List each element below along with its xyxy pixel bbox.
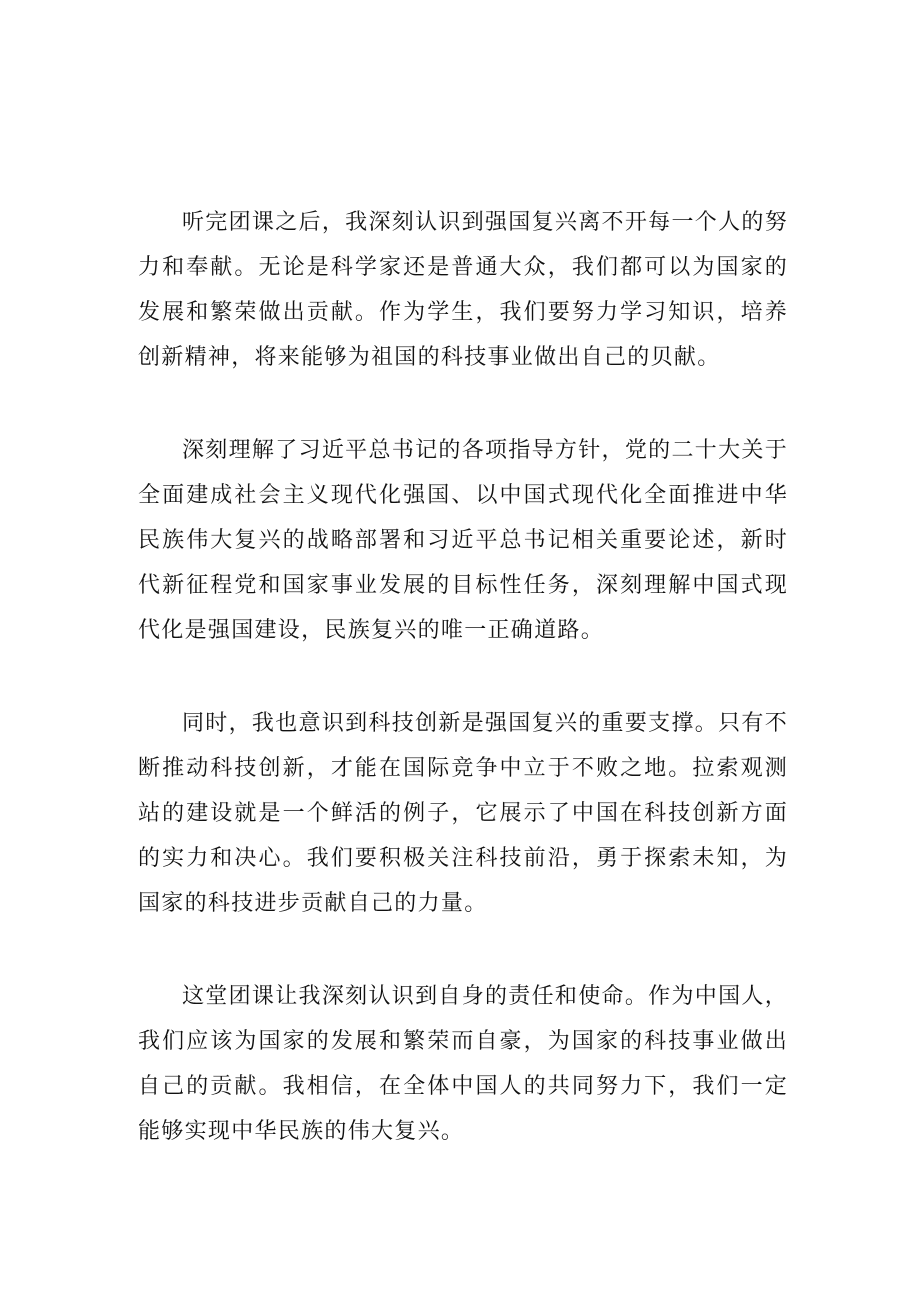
paragraph-4: 这堂团课让我深刻认识到自身的责任和使命。作为中国人，我们应该为国家的发展和繁荣而自豪，为国家的科技事业做出自己的贡献。我相信，在全体中国人的共同努力下，我们一定能够实现中华民族的伟大复兴。 xyxy=(138,984,788,1144)
paragraph-3: 同时，我也意识到科技创新是强国复兴的重要支撑。只有不断推动科技创新，才能在国际竞争中立于不败之地。拉索观测站的建设就是一个鲜活的例子，它展示了中国在科技创新方面的实力和决心。我们要积极关注科技前沿，勇于探索未知，为国家的科技进步贡献自己的力量。 xyxy=(138,711,788,916)
paragraph-1: 听完团课之后，我深刻认识到强国复兴离不开每一个人的努力和奉献。无论是科学家还是普通大众，我们都可以为国家的发展和繁荣做出贡献。作为学生，我们要努力学习知识，培养创新精神，将来能够为祖国的科技事业做出自己的贝献。 xyxy=(138,210,788,370)
document-body xyxy=(138,200,788,1154)
paragraph-2: 深刻理解了习近平总书记的各项指导方针，党的二十大关于全面建成社会主义现代化强国、以中国式现代化全面推进中华民族伟大复兴的战略部署和习近平总书记相关重要论述，新时代新征程党和国家事业发展的目标性任务，深刻理解中国式现代化是强国建设，民族复兴的唯一正确道路。 xyxy=(138,438,788,643)
